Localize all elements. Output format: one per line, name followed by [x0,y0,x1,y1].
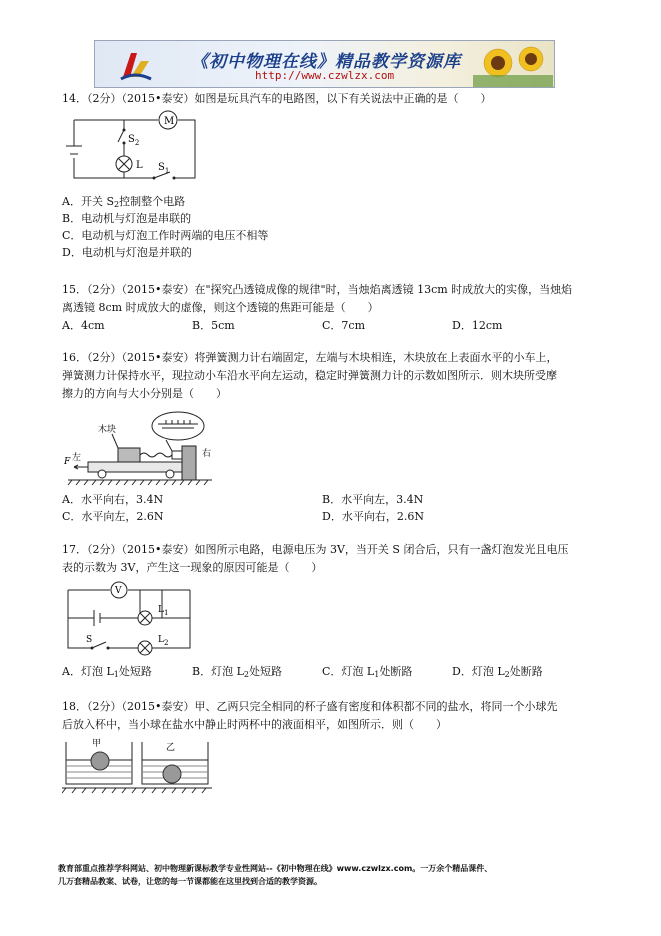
question-18-stem-1: 18．（2分）（2015•泰安）甲、乙两只完全相同的杯子盛有密度和体积都不同的盐水，将同一个小球先 [62,700,558,713]
q16-friction-diagram [62,404,222,486]
q17-circuit-diagram [62,578,202,656]
question-16-stem-1: 16．（2分）（2015•泰安）将弹簧测力计右端固定，左端与木块相连，木块放在上表面水平的小车上， [62,351,558,364]
question-15-stem-2: 离透镜 8cm 时成放大的虚像，则这个透镜的焦距可能是（ ） [62,301,379,314]
cup2-label: 乙 [166,743,176,753]
banner-title: 《初中物理在线》精品教学资源库 [191,52,461,72]
question-16-stem-3: 擦力的方向与大小分别是（ ） [62,387,227,400]
q17-option-b[interactable]: B．灯泡 $L_2$处短路 [192,665,282,679]
site-logo-icon [117,47,153,83]
left-label: 左 [72,453,82,463]
voltmeter-label: V [115,586,122,596]
motor-label: M [164,116,175,127]
footer-line-1: 教育部重点推荐学科网站、初中物理新课标教学专业性网站--《初中物理在线》www.czwlzx.com。一万余个精品课件、 [58,864,493,873]
footer-line-2: 几万套精品教案、试卷，让您的每一节课都能在这里找到合适的教学资源。 [58,877,322,886]
question-18-stem-2: 后放入杯中，当小球在盐水中静止时两杯中的液面相平，如图所示．则（ ） [62,718,447,731]
question-15-stem-1: 15．（2分）（2015•泰安）在"探究凸透镜成像的规律"时，当烛焰离透镜 13cm 时成放大的实像，当烛焰 [62,283,573,296]
svg-text:L1: $L_1$ [158,605,169,617]
question-17-stem-1: 17．（2分）（2015•泰安）如图所示电路，电源电压为 3V，当开关 S 闭合后，只有一盏灯泡发光且电压 [62,543,569,556]
svg-text:S1: $S_1$ [158,162,170,175]
cup1-label: 甲 [92,739,102,749]
svg-text:L2: $L_2$ [158,635,169,647]
banner-url[interactable]: http://www.czwlzx.com [255,69,395,82]
ball-in-cup2-icon [163,765,181,783]
q15-option-a[interactable]: A．4cm [62,319,105,332]
q17-option-a[interactable]: A．灯泡 $L_1$处短路 [62,665,152,679]
force-label: F [64,457,71,467]
q14-option-c[interactable]: C．电动机与灯泡工作时两端的电压不相等 [62,229,269,242]
svg-text:S2: $S_2$ [128,134,140,147]
q15-option-c[interactable]: C．7cm [322,319,366,332]
right-label: 右 [202,449,212,459]
question-16-stem-2: 弹簧测力计保持水平，现拉动小车沿水平向左运动，稳定时弹簧测力计的示数如图所示．则木块所受摩 [62,369,557,382]
q14-circuit-diagram [62,110,212,190]
q14-option-b[interactable]: B．电动机与灯泡是串联的 [62,212,192,225]
q14-option-a[interactable]: A．开关 $S_2$控制整个电路 [62,195,186,209]
question-17-stem-2: 表的示数为 3V，产生这一现象的原因可能是（ ） [62,561,323,574]
question-14-stem: 14．（2分）（2015•泰安）如图是玩具汽车的电路图，以下有关说法中正确的是（ ） [62,92,492,105]
q15-option-d[interactable]: D．12cm [452,319,503,332]
switch-label: S [86,635,93,645]
page-footer [58,862,618,888]
sunflower-icon [473,41,553,87]
q16-option-b[interactable]: B．水平向左，3.4N [322,493,424,506]
q16-option-a[interactable]: A．水平向右，3.4N [62,493,164,506]
q17-option-c[interactable]: C．灯泡 $L_1$处断路 [322,665,413,679]
block-label: 木块 [98,425,117,435]
header-banner [94,40,555,88]
q18-cups-diagram [62,736,222,794]
ball-in-cup1-icon [91,752,109,770]
q16-option-c[interactable]: C．水平向左，2.6N [62,510,164,523]
q17-option-d[interactable]: D．灯泡 $L_2$处断路 [452,665,543,679]
q14-option-d[interactable]: D．电动机与灯泡是并联的 [62,246,192,259]
q15-option-b[interactable]: B．5cm [192,319,235,332]
lamp-label: L [136,160,143,171]
q16-option-d[interactable]: D．水平向右，2.6N [322,510,424,523]
